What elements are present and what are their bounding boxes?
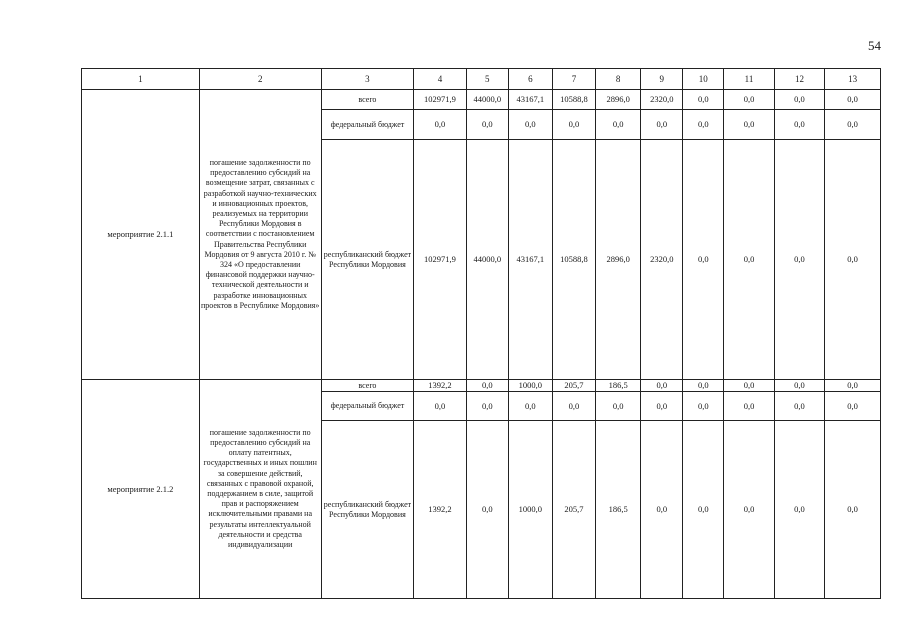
value-cell: 1392,2	[414, 380, 467, 392]
value-cell: 0,0	[724, 140, 774, 380]
activity-description: погашение задолженности по предоставлению субсидий на возмещение затрат, связанных с разработкой научно-технических и инновационных проектов, реализуемых на территории Республики Мордовия в соответствии с постановлением Правительства Республики Мордовия от 9 августа 2010 г. № 324 «О предоставлении финансовой поддержки научно-технической деятельности и разработке инновационных проектов в Республике Мордовия»	[199, 90, 321, 380]
funding-source: всего	[321, 90, 414, 110]
value-cell: 43167,1	[508, 140, 552, 380]
value-cell: 0,0	[641, 392, 683, 421]
value-cell: 0,0	[774, 421, 824, 599]
funding-source: республиканский бюджет Республики Мордовия	[321, 140, 414, 380]
value-cell: 0,0	[724, 380, 774, 392]
value-cell: 0,0	[774, 110, 824, 140]
value-cell: 0,0	[683, 421, 724, 599]
value-cell: 0,0	[774, 90, 824, 110]
funding-source: федеральный бюджет	[321, 110, 414, 140]
value-cell: 0,0	[825, 140, 881, 380]
value-cell: 10588,8	[552, 90, 595, 110]
value-cell: 0,0	[596, 392, 641, 421]
value-cell: 0,0	[774, 380, 824, 392]
value-cell: 0,0	[552, 110, 595, 140]
activity-description: погашение задолженности по предоставлению субсидий на оплату патентных, государственных и иных пошлин за совершение действий, связанных с правовой охраной, поддержанием в силе, защитой прав и распоряжением исключительными правами на результаты интеллектуальной деятельности и средства индивидуализации	[199, 380, 321, 599]
column-header: 3	[321, 69, 414, 90]
value-cell: 0,0	[825, 380, 881, 392]
column-header: 13	[825, 69, 881, 90]
value-cell: 2320,0	[641, 90, 683, 110]
value-cell: 0,0	[683, 380, 724, 392]
column-header: 1	[82, 69, 200, 90]
column-header: 5	[466, 69, 508, 90]
column-header: 10	[683, 69, 724, 90]
value-cell: 0,0	[683, 90, 724, 110]
column-header: 2	[199, 69, 321, 90]
value-cell: 0,0	[825, 110, 881, 140]
value-cell: 0,0	[683, 110, 724, 140]
value-cell: 0,0	[466, 421, 508, 599]
value-cell: 0,0	[641, 421, 683, 599]
value-cell: 1000,0	[508, 380, 552, 392]
column-header: 11	[724, 69, 774, 90]
value-cell: 2896,0	[596, 140, 641, 380]
column-header: 8	[596, 69, 641, 90]
value-cell: 0,0	[724, 392, 774, 421]
value-cell: 43167,1	[508, 90, 552, 110]
activity-name: мероприятие 2.1.2	[82, 380, 200, 599]
value-cell: 0,0	[552, 392, 595, 421]
header-row	[82, 69, 881, 90]
value-cell: 0,0	[724, 110, 774, 140]
column-header: 6	[508, 69, 552, 90]
value-cell: 0,0	[724, 90, 774, 110]
value-cell: 0,0	[774, 140, 824, 380]
funding-source: всего	[321, 380, 414, 392]
value-cell: 186,5	[596, 421, 641, 599]
value-cell: 0,0	[414, 110, 467, 140]
value-cell: 2896,0	[596, 90, 641, 110]
funding-source: федеральный бюджет	[321, 392, 414, 421]
column-header: 7	[552, 69, 595, 90]
value-cell: 0,0	[641, 380, 683, 392]
value-cell: 1000,0	[508, 421, 552, 599]
value-cell: 44000,0	[466, 90, 508, 110]
value-cell: 0,0	[508, 110, 552, 140]
value-cell: 0,0	[825, 392, 881, 421]
value-cell: 0,0	[508, 392, 552, 421]
table-row	[82, 90, 881, 110]
value-cell: 205,7	[552, 421, 595, 599]
column-header: 9	[641, 69, 683, 90]
value-cell: 0,0	[683, 392, 724, 421]
activity-name: мероприятие 2.1.1	[82, 90, 200, 380]
value-cell: 1392,2	[414, 421, 467, 599]
value-cell: 0,0	[466, 110, 508, 140]
value-cell: 0,0	[596, 110, 641, 140]
value-cell: 2320,0	[641, 140, 683, 380]
table-row	[82, 380, 881, 392]
value-cell: 186,5	[596, 380, 641, 392]
value-cell: 0,0	[466, 380, 508, 392]
value-cell: 0,0	[825, 421, 881, 599]
value-cell: 44000,0	[466, 140, 508, 380]
value-cell: 0,0	[774, 392, 824, 421]
value-cell: 205,7	[552, 380, 595, 392]
value-cell: 0,0	[683, 140, 724, 380]
value-cell: 0,0	[825, 90, 881, 110]
column-header: 4	[414, 69, 467, 90]
value-cell: 0,0	[724, 421, 774, 599]
column-header: 12	[774, 69, 824, 90]
value-cell: 0,0	[466, 392, 508, 421]
value-cell: 102971,9	[414, 140, 467, 380]
value-cell: 10588,8	[552, 140, 595, 380]
funding-source: республиканский бюджет Республики Мордовия	[321, 421, 414, 599]
value-cell: 0,0	[414, 392, 467, 421]
value-cell: 102971,9	[414, 90, 467, 110]
page-number: 54	[868, 38, 881, 53]
budget-table	[81, 68, 881, 599]
value-cell: 0,0	[641, 110, 683, 140]
